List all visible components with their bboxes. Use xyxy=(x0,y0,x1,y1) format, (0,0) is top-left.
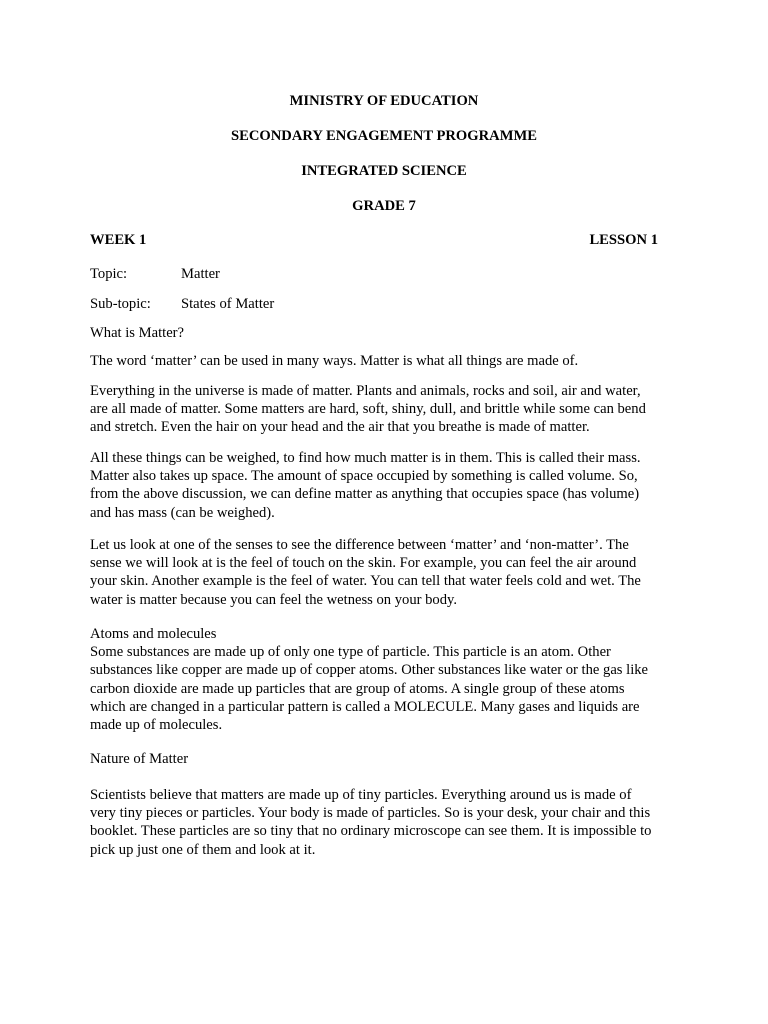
paragraph-2 xyxy=(90,382,680,437)
topic-label: Topic: xyxy=(90,266,128,282)
subtopic-value: States of Matter xyxy=(181,296,275,312)
paragraph-3 xyxy=(90,449,680,522)
paragraph-line: The word ‘matter’ can be used in many ways. Matter is what all things are made of. xyxy=(90,353,579,369)
paragraph-line: Some substances are made up of only one type of particle. This particle is an atom. Other xyxy=(90,644,611,661)
subtopic-row xyxy=(90,295,275,313)
paragraph-line: your skin. Another example is the feel of water. You can tell that water feels cold and wet. The xyxy=(90,573,641,590)
paragraph-line: sense we will look at is the feel of touch on the skin. For example, you can feel the air around xyxy=(90,555,637,572)
paragraph-line: All these things can be weighed, to find how much matter is in them. This is called their mass. xyxy=(90,450,641,466)
paragraph-4 xyxy=(90,536,680,609)
topic-value: Matter xyxy=(181,266,220,282)
what-is-matter-question: What is Matter? xyxy=(90,325,185,341)
paragraph-line: which are changed in a particular pattern is called a MOLECULE. Many gases and liquids are xyxy=(90,698,640,715)
paragraph-line: substances like copper are made up of copper atoms. Other substances like water or the gas like xyxy=(90,662,649,679)
paragraph-line: Everything in the universe is made of matter. Plants and animals, rocks and soil, air and water, xyxy=(90,383,641,399)
paragraph-1 xyxy=(90,352,680,370)
paragraph-line: made up of molecules. xyxy=(90,717,223,734)
paragraph-line: are all made of matter. Some matters are hard, soft, shiny, dull, and brittle while some can bend xyxy=(90,401,646,418)
paragraph-line: Scientists believe that matters are made up of tiny particles. Everything around us is made of xyxy=(90,787,632,803)
topic-row xyxy=(90,265,220,283)
nature-of-matter-heading: Nature of Matter xyxy=(90,751,189,767)
paragraph-line: Let us look at one of the senses to see the difference between ‘matter’ and ‘non-matter’. The xyxy=(90,537,629,553)
paragraph-line: water is matter because you can feel the wetness on your body. xyxy=(90,591,458,608)
lesson-label: LESSON 1 xyxy=(589,232,658,248)
paragraph-line: carbon dioxide are made up particles that are group of atoms. A single group of these atoms xyxy=(90,680,625,697)
atoms-heading: Atoms and molecules xyxy=(90,626,217,642)
programme-heading: SECONDARY ENGAGEMENT PROGRAMME xyxy=(231,128,537,144)
grade-heading: GRADE 7 xyxy=(352,198,416,214)
subject-heading: INTEGRATED SCIENCE xyxy=(301,163,467,179)
paragraph-line: and stretch. Even the hair on your head and the air that you breathe is made of matter. xyxy=(90,419,590,436)
week-lesson-row xyxy=(90,231,658,249)
paragraph-6 xyxy=(90,786,680,859)
atoms-section xyxy=(90,625,680,734)
week-label: WEEK 1 xyxy=(90,232,147,248)
paragraph-line: from the above discussion, we can define matter as anything that occupies space (has volume) xyxy=(90,486,640,503)
subtopic-label: Sub-topic: xyxy=(90,296,151,312)
ministry-heading: MINISTRY OF EDUCATION xyxy=(289,93,479,109)
paragraph-line: very tiny pieces or particles. Your body is made of particles. So is your desk, your chair and this xyxy=(90,805,651,822)
paragraph-line: Matter also takes up space. The amount of space occupied by something is called volume. So, xyxy=(90,468,638,485)
paragraph-line: pick up just one of them and look at it. xyxy=(90,841,316,858)
paragraph-line: and has mass (can be weighed). xyxy=(90,504,275,521)
paragraph-line: booklet. These particles are so tiny that no ordinary microscope can see them. It is impossible to xyxy=(90,823,652,840)
